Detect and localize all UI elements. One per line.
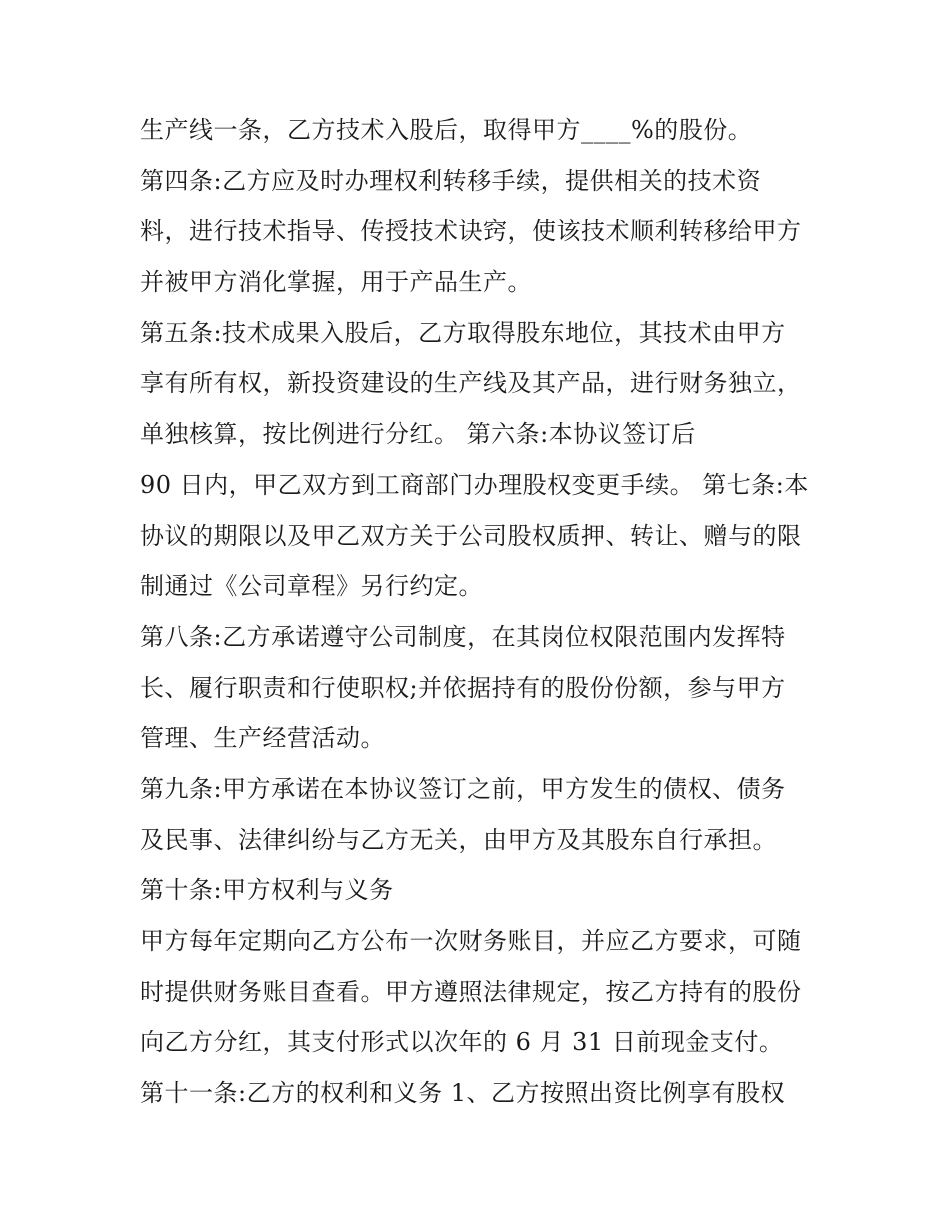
text-line: 第九条:甲方承诺在本协议签订之前，甲方发生的债权、债务: [140, 774, 786, 803]
text-line: 甲方每年定期向乙方公布一次财务账目，并应乙方要求，可随: [140, 927, 802, 955]
text-line: 向乙方分红，其支付形式以次年的 6 月 31 日前现金支付。: [140, 1028, 784, 1057]
text-line: 管理、生产经营活动。: [140, 724, 385, 753]
text-line: 单独核算，按比例进行分红。 第六条:本协议签订后: [140, 420, 696, 449]
text-line: 第十一条:乙方的权利和义务 1、乙方按照出资比例享有股权: [140, 1079, 785, 1108]
text-line: 第八条:乙方承诺遵守公司制度，在其岗位权限范围内发挥特: [140, 622, 786, 651]
text-line: 长、履行职责和行使职权;并依据持有的股份份额，参与甲方: [140, 673, 786, 702]
text-line: 及民事、法律纠纷与乙方无关，由甲方及其股东自行承担。: [140, 825, 777, 854]
text-line: 90 日内，甲乙双方到工商部门办理股权变更手续。 第七条:本: [140, 470, 809, 499]
text-line: 生产线一条，乙方技术入股后，取得甲方____%的股份。: [140, 116, 753, 144]
text-line: 并被甲方消化掌握，用于产品生产。: [140, 268, 532, 297]
text-line: 第十条:甲方权利与义务: [140, 876, 394, 905]
text-line: 料，进行技术指导、传授技术诀窍，使该技术顺利转移给甲方: [140, 217, 802, 246]
text-line: 享有所有权，新投资建设的生产线及其产品，进行财务独立，: [140, 369, 802, 398]
text-line: 时提供财务账目查看。甲方遵照法律规定，按乙方持有的股份: [140, 977, 802, 1006]
text-line: 制通过《公司章程》另行约定。: [140, 572, 483, 601]
text-line: 第五条:技术成果入股后，乙方取得股东地位，其技术由甲方: [140, 318, 786, 347]
document-body: [140, 105, 820, 1119]
text-line: 协议的期限以及甲乙双方关于公司股权质押、转让、赠与的限: [140, 521, 802, 550]
text-line: 第四条:乙方应及时办理权利转移手续，提供相关的技术资: [140, 166, 762, 195]
